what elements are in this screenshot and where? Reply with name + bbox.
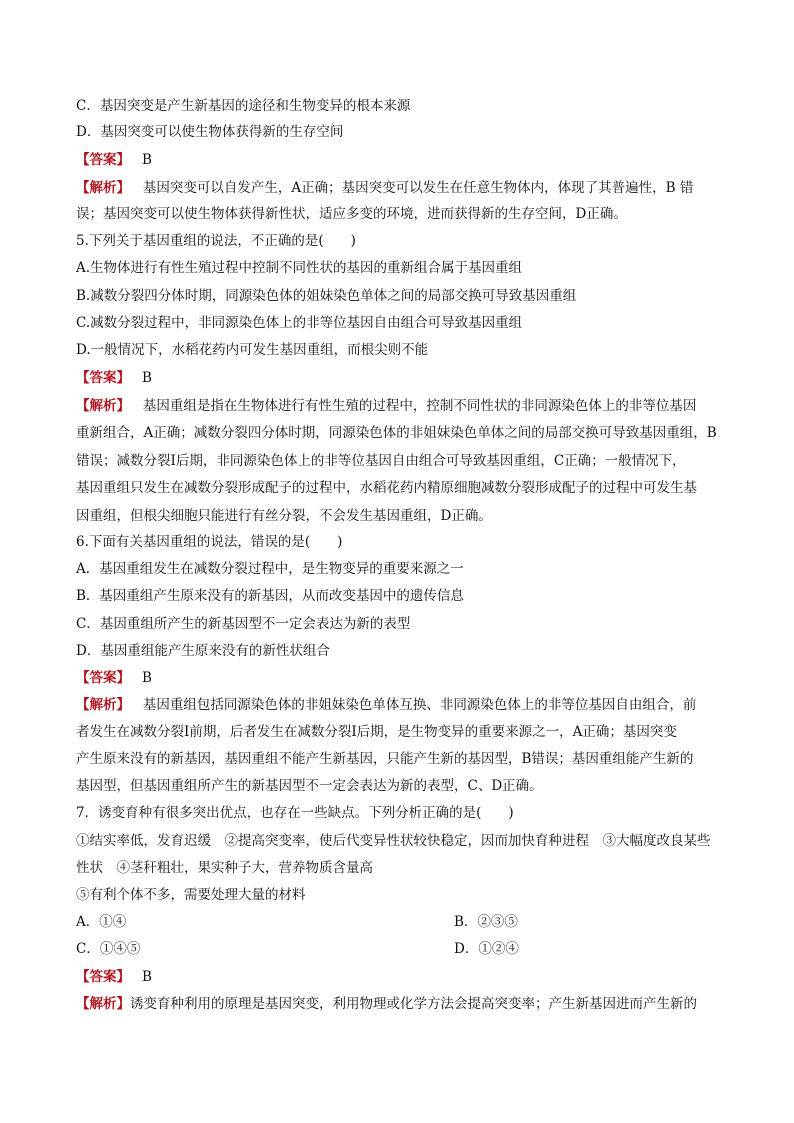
q7-items-line-2: 性状 ④茎秆粗壮，果实种子大，营养物质含量高 [76, 860, 373, 876]
analysis-label: 【解析】 [76, 996, 130, 1012]
answer-value: B [142, 969, 152, 985]
q7-option-b: B．②③⑤ [454, 914, 518, 930]
q5-analysis-line-1 [76, 396, 726, 416]
q4-answer [76, 150, 726, 170]
q7-stem: 7．诱变育种有很多突出优点，也存在一些缺点。下列分析正确的是( ) [76, 805, 514, 821]
answer-value: B [142, 152, 152, 168]
q7-answer [76, 967, 726, 987]
q6-answer [76, 668, 726, 688]
q5-option-c: C.减数分裂过程中，非同源染色体上的非等位基因自由组合可导致基因重组 [76, 315, 523, 331]
q5-answer [76, 368, 726, 388]
q6-analysis-line-1 [76, 695, 726, 715]
q6-analysis-line-2: 者发生在减数分裂Ⅰ前期，后者发生在减数分裂Ⅰ后期，是生物变异的重要来源之一，A正确；基因突变 [76, 724, 677, 740]
analysis-label: 【解析】 [76, 697, 130, 713]
q5-option-a: A.生物体进行有性生殖过程中控制不同性状的基因的重新组合属于基因重组 [76, 260, 523, 276]
answer-label: 【答案】 [76, 969, 130, 985]
q6-option-c: C．基因重组所产生的新基因型不一定会表达为新的表型 [76, 616, 411, 632]
q5-analysis-line-4: 基因重组只发生在减数分裂形成配子的过程中，水稻花药内精原细胞减数分裂形成配子的过程中可发生基 [76, 480, 697, 496]
answer-value: B [142, 670, 152, 686]
q5-option-b: B.减数分裂四分体时期，同源染色体的姐妹染色单体之间的局部交换可导致基因重组 [76, 288, 577, 304]
analysis-text: 基因重组是指在生物体进行有性生殖的过程中，控制不同性状的非同源染色体上的非等位基因 [142, 398, 697, 414]
q6-option-d: D．基因重组能产生原来没有的新性状组合 [76, 643, 330, 659]
q7-options-row-1 [76, 912, 726, 932]
q6-stem: 6.下面有关基因重组的说法，错误的是( ) [76, 534, 343, 550]
answer-value: B [142, 370, 152, 386]
q7-option-a: A．①④ [76, 914, 127, 930]
q6-analysis-line-3: 产生原来没有的新基因，基因重组不能产生新基因，只能产生新的基因型，B错误；基因重组能产生新的 [76, 751, 694, 767]
analysis-label: 【解析】 [76, 398, 130, 414]
analysis-label: 【解析】 [76, 180, 130, 196]
analysis-text: 基因重组包括同源染色体的非姐妹染色单体互换、非同源染色体上的非等位基因自由组合，前 [142, 697, 697, 713]
q5-stem: 5.下列关于基因重组的说法，不正确的是( ) [76, 233, 356, 249]
analysis-text: 诱变育种利用的原理是基因突变，利用物理或化学方法会提高突变率；产生新基因进而产生新的 [130, 996, 697, 1012]
q5-analysis-line-2: 重新组合，A正确；减数分裂四分体时期，同源染色体的非姐妹染色单体之间的局部交换可导致基因重组，B [76, 425, 717, 441]
answer-label: 【答案】 [76, 670, 130, 686]
q4-analysis-line-2: 误；基因突变可以使生物体获得新性状，适应多变的环境，进而获得新的生存空间，D正确。 [76, 206, 627, 222]
q7-analysis-line-1 [76, 994, 726, 1014]
answer-label: 【答案】 [76, 370, 130, 386]
q7-items-line-1: ①结实率低，发育迟缓 ②提高突变率，使后代变异性状较快稳定，因而加快育种进程 ③大幅度改良某些 [76, 833, 711, 849]
q6-analysis-line-4: 基因型，但基因重组所产生的新基因型不一定会表达为新的表型，C、D正确。 [76, 778, 543, 794]
q5-option-d: D.一般情况下，水稻花药内可发生基因重组，而根尖则不能 [76, 342, 429, 358]
q4-option-c: C．基因突变是产生新基因的途径和生物变异的根本来源 [76, 98, 411, 114]
q7-options-row-2 [76, 939, 726, 959]
q4-option-d: D．基因突变可以使生物体获得新的生存空间 [76, 124, 344, 140]
q4-analysis-line-1 [76, 178, 726, 198]
q6-option-b: B．基因重组产生原来没有的新基因，从而改变基因中的遗传信息 [76, 588, 464, 604]
analysis-text: 基因突变可以自发产生，A正确；基因突变可以发生在任意生物体内，体现了其普遍性，B 错 [142, 180, 694, 196]
q6-option-a: A．基因重组发生在减数分裂过程中，是生物变异的重要来源之一 [76, 561, 464, 577]
q5-analysis-line-3: 错误；减数分裂Ⅰ后期，非同源染色体上的非等位基因自由组合可导致基因重组，C正确；一般情况下， [76, 453, 686, 469]
answer-label: 【答案】 [76, 152, 130, 168]
q7-items-line-3: ⑤有利个体不多，需要处理大量的材料 [76, 887, 306, 903]
q7-option-d: D．①②④ [454, 941, 519, 957]
q5-analysis-line-5: 因重组，但根尖细胞只能进行有丝分裂，不会发生基因重组，D正确。 [76, 508, 492, 524]
q7-option-c: C．①④⑤ [76, 941, 141, 957]
